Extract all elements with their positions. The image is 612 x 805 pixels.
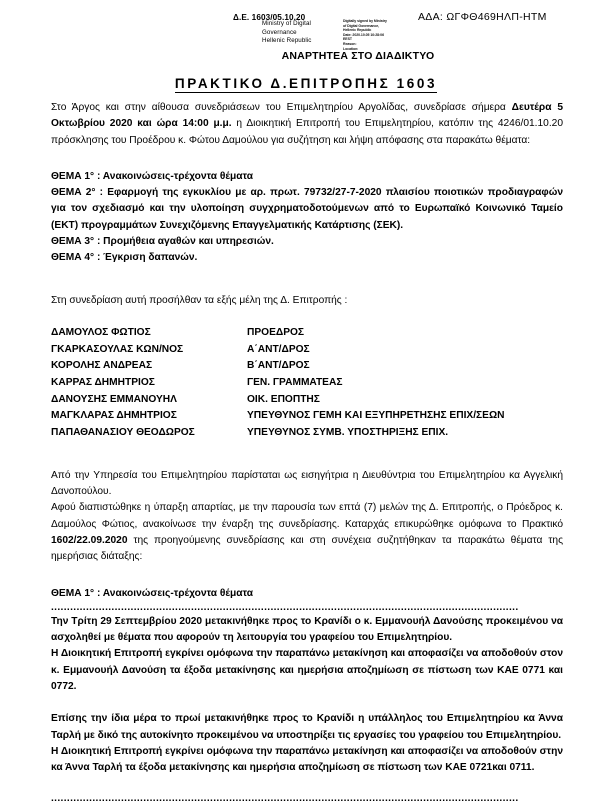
- ministry-caption: [262, 20, 340, 46]
- intro-text-start: Στο Άργος και στην αίθουσα συνεδριάσεων του Επιμελητηρίου Αργολίδας, συνεδρίασε σήμερα: [51, 102, 512, 113]
- ministry-line-1: Ministry of Digital: [262, 20, 312, 27]
- ministry-line-2: Governance: [262, 28, 297, 36]
- quorum-text-part-1: Αφού διαπιστώθηκε η ύπαρξη απαρτίας, με την παρουσία των επτά (7) μελών της Δ. Επιτροπής, ο Πρόεδρος κ. Δαμούλος Φώτιος, ανακοίνωσε την έναρξη της συνεδρίασης. Καταρχάς επικυρώθηκε ομόφωνα το Πρακτικό: [51, 502, 563, 530]
- meeting-datetime: Δευτέρα 5 Οκτωβρίου 2020 και ώρα 14:00 μ.μ.: [51, 102, 563, 130]
- member-name: ΚΑΡΡΑΣ ΔΗΜΗΤΡΙΟΣ: [51, 377, 155, 389]
- intro-paragraph: [51, 100, 563, 149]
- table-row: [51, 342, 504, 359]
- member-role: ΓΕΝ. ΓΡΑΜΜΑΤΕΑΣ: [247, 377, 343, 389]
- signature-line-3: Hellenic Republic: [343, 28, 372, 33]
- agenda-topic-4: ΘΕΜΑ 4° : Έγκριση δαπανών.: [51, 252, 198, 264]
- quorum-paragraph: [51, 500, 563, 565]
- digital-signature-stamp: [343, 19, 407, 51]
- member-name: ΚΟΡΟΛΗΣ ΑΝΔΡΕΑΣ: [51, 360, 153, 372]
- intro-text-end: η Διοικητική Επιτροπή του Επιμελητηρίου, κατόπιν της 4246/01.10.20 πρόσκλησης του Προέδρου κ. Φώτου Δαμούλου για συζήτηση και λήψη απόφασης στα παρακάτω θέματα:: [51, 118, 563, 146]
- page-title: [0, 76, 612, 91]
- member-role: ΥΠΕΥΘΥΝΟΣ ΣΥΜΒ. ΥΠΟΣΤΗΡΙΞΗΣ ΕΠΙΧ.: [247, 427, 449, 439]
- member-role: Α΄ΑΝΤ/ΔΡΟΣ: [247, 343, 310, 355]
- spacer: [51, 442, 563, 468]
- signature-line-2: of Digital Governance,: [343, 23, 380, 28]
- signature-line-4: Date: 2020.10.05 10:28:06: [343, 32, 384, 37]
- table-row: [51, 408, 504, 425]
- service-paragraph: Από την Υπηρεσία του Επιμελητηρίου παρίσταται ως εισηγήτρια η Διευθύντρια του Επιμελητηρίου κα Αγγελική Δανοπούλου.: [51, 469, 563, 498]
- table-row: [51, 392, 504, 409]
- member-role: Β΄ΑΝΤ/ΔΡΟΣ: [247, 360, 310, 372]
- ada-code: ΑΔΑ: ΩΓΦΘ469ΗΛΠ-ΗΤΜ: [418, 11, 547, 23]
- agenda-item-paragraph-1: Την Τρίτη 29 Σεπτεμβρίου 2020 μετακινήθηκε προς το Κρανίδι ο κ. Εμμανουήλ Δανούσης προκειμένου να ασχοληθεί με θέματα που αφορούν τη λειτουργία του γραφείου του Επιμελητηρίου.: [51, 615, 563, 644]
- table-row: [51, 425, 504, 442]
- member-name: ΓΚΑΡΚΑΣΟΥΛΑΣ ΚΩΝ/ΝΟΣ: [51, 343, 184, 355]
- signature-line-7: Location:: [343, 46, 359, 51]
- agenda-topic-3: ΘΕΜΑ 3° : Προμήθεια αγαθών και υπηρεσιών.: [51, 236, 274, 248]
- signature-line-1: Digitally signed by Ministry: [343, 19, 387, 23]
- members-table: [51, 325, 504, 442]
- member-name: ΔΑΝΟΥΣΗΣ ΕΜΜΑΝΟΥΗΛ: [51, 393, 177, 405]
- agenda-topic-2: ΘΕΜΑ 2° : Εφαρμογή της εγκυκλίου με αρ. πρωτ. 79732/27-7-2020 πλαισίου ποιοτικών προδιαγραφών για τον σχεδιασμό και την υλοποίηση συγχρηματοδοτούμενων από το Ευρωπαϊκό Κοινωνικό Ταμείο (ΕΚΤ) προγραμμάτων Συνεχιζόμενης Επαγγελματικής Κατάρτισης (ΣΕΚ).: [51, 187, 563, 231]
- spacer: [51, 777, 563, 793]
- spacer: [51, 695, 563, 711]
- document-header: [0, 0, 612, 70]
- protocol-number: Δ.Ε. 1603/05.10.20: [233, 13, 306, 22]
- dotted-separator-bottom: ...................................................................................................................................................: [51, 792, 519, 804]
- spacer: [51, 566, 563, 586]
- agenda-topic-1: ΘΕΜΑ 1° : Ανακοινώσεις-τρέχοντα θέματα: [51, 170, 254, 182]
- member-name: ΜΑΓΚΛΑΡΑΣ ΔΗΜΗΤΡΙΟΣ: [51, 410, 177, 422]
- member-role: ΠΡΟΕΔΡΟΣ: [247, 326, 305, 338]
- publication-notice: ΑΝΑΡΤΗΤΕΑ ΣΤΟ ΔΙΑΔΙΚΤΥΟ: [281, 50, 435, 62]
- dotted-separator-top: ...................................................................................................................................................: [51, 601, 519, 613]
- signature-line-6: Reason:: [343, 41, 357, 46]
- table-row: [51, 375, 504, 392]
- agenda-item-paragraph-3: Επίσης την ίδια μέρα το πρωί μετακινήθηκε προς το Κρανίδι η υπάλληλος του Επιμελητηρίου κα Άννα Ταρλή με δικό της αυτοκίνητο προκειμένου να υποστηρίξει τις εργασίες του γραφείου του Επιμελητηρίου.: [51, 713, 563, 741]
- table-row: [51, 325, 504, 342]
- agenda-item-paragraph-4: Η Διοικητική Επιτροπή εγκρίνει ομόφωνα την παραπάνω μετακίνηση και αποφασίζει να αποδοθούν στην κα Άννα Ταρλή τα έξοδα μετακίνησης και ημερήσια αποζημίωση σε πίστωση των ΚΑΕ 0721και 0711.: [51, 745, 563, 774]
- agenda-item-heading: ΘΕΜΑ 1° : Ανακοινώσεις-τρέχοντα θέματα: [51, 587, 254, 599]
- member-name: ΔΑΜΟΥΛΟΣ ΦΩΤΙΟΣ: [51, 326, 151, 338]
- document-body: [51, 100, 563, 805]
- previous-minutes-reference: 1602/22.09.2020: [51, 534, 128, 546]
- quorum-text-part-2: της προηγούμενης συνεδρίασης και στη συνέχεια συζητήθηκαν τα παρακάτω θέματα της ημερήσιας διάταξης:: [51, 534, 563, 563]
- spacer: [51, 309, 563, 325]
- page-title-text: ΠΡΑΚΤΙΚΟ Δ.ΕΠΙΤΡΟΠΗΣ 1603: [174, 76, 438, 91]
- attendance-intro: Στη συνεδρίαση αυτή προσήλθαν τα εξής μέλη της Δ. Επιτροπής :: [51, 294, 348, 306]
- agenda-item-paragraph-2: Η Διοικητική Επιτροπή εγκρίνει ομόφωνα την παραπάνω μετακίνηση και αποφασίζει να αποδοθούν στον κ. Εμμανουήλ Δανούση τα έξοδα μετακίνησης και ημερήσια αποζημίωση σε πίστωση των ΚΑΕ 0771 και 0772.: [51, 648, 563, 693]
- spacer: [51, 267, 563, 293]
- member-role: ΟΙΚ. ΕΠΟΠΤΗΣ: [247, 393, 320, 405]
- signature-line-5: EEST: [343, 37, 352, 42]
- spacer: [51, 149, 563, 169]
- ministry-line-3: Hellenic Republic: [262, 37, 312, 45]
- member-name: ΠΑΠΑΘΑΝΑΣΙΟΥ ΘΕΟΔΩΡΟΣ: [51, 427, 195, 439]
- agenda-topics-list: [51, 169, 563, 267]
- member-role: ΥΠΕΥΘΥΝΟΣ ΓΕΜΗ ΚΑΙ ΕΞΥΠΗΡΕΤΗΣΗΣ ΕΠΙΧ/ΣΕΩΝ: [247, 410, 505, 422]
- table-row: [51, 358, 504, 375]
